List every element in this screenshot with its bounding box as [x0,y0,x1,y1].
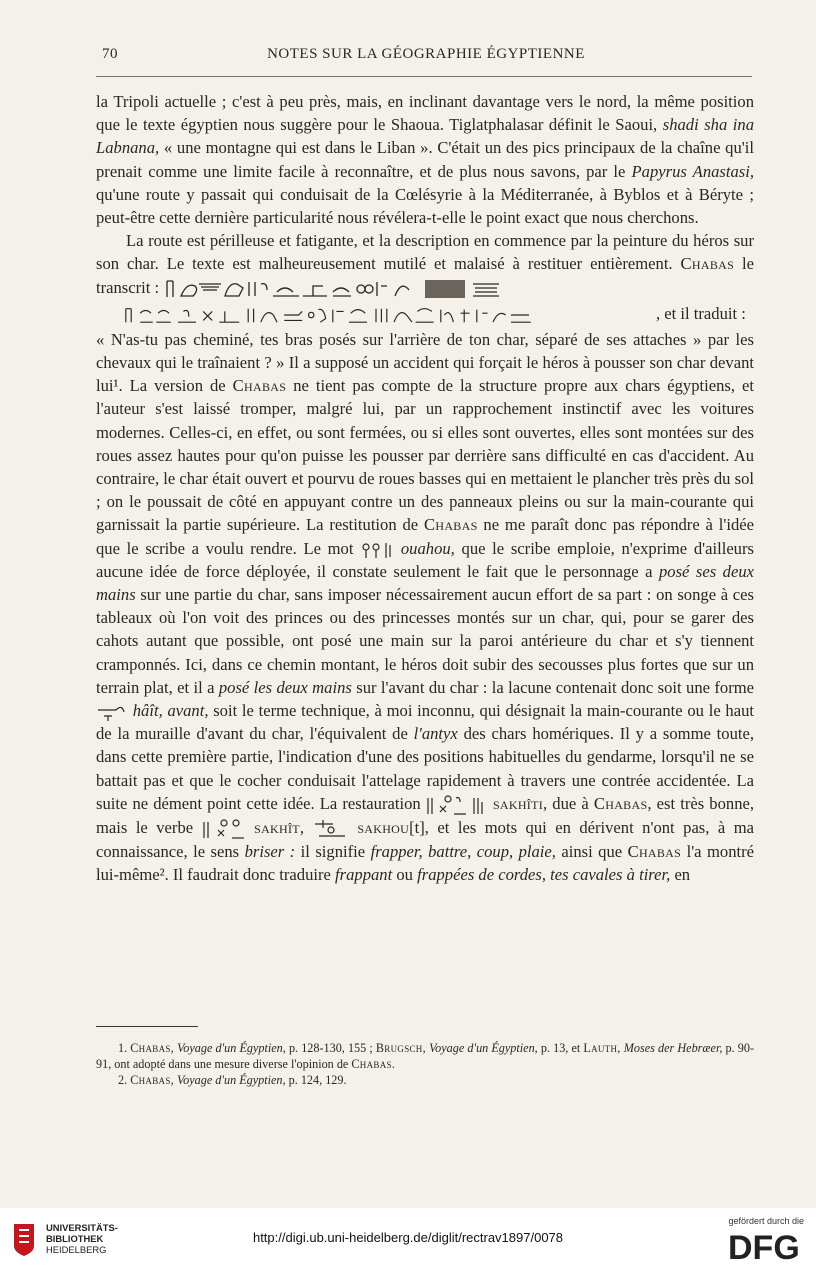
footnote-rule [96,1026,198,1027]
footnote-1: 1. Chabas, Voyage d'un Égyptien, p. 128-130, 155 ; Brugsch, Voyage d'un Égyptien, p. 13, et Lauth, Moses der Hebræer, p. 90-91, ont adopté dans une mesure diverse l'opinion de Chabas. [96,1041,754,1071]
hieroglyph-transcription-1 [163,278,523,300]
university-name: UNIVERSITÄTS- BIBLIOTHEK HEIDELBERG [46,1222,118,1255]
dfg-logo-icon [726,1230,804,1262]
footer-bar [0,1208,816,1268]
footnotes [96,1040,754,1088]
hieroglyph-line: , et il traduit : [96,302,754,326]
header-rule [96,76,752,77]
body-text [96,90,754,887]
paragraph-1: la Tripoli actuelle ; c'est à peu près, mais, en inclinant davantage vers le nord, la même position que le texte égyptien nous suggère pour le Shaoua. Tiglatphalasar définit le Saoui, shadi sha ina Labnana, « une montagne qui est dans le Liban ». C'était un des pics principaux de la chaîne qu'il prenait comme une limite facile à reconnaître, et de plus nous savons, par le Papyrus Anastasi, qu'une route y passait qui conduisait de la Cœlésyrie à la Méditerranée, à Byblos et à Béryte ; peut-être cette dernière particularité nous révélera-t-elle le point exact que nous cherchons. [96,92,754,228]
paragraph-2: La route est périlleuse et fatigante, et la description en commence par la peinture du héros sur son char. Le texte est malheureusement mutilé et malaisé à restituer entièrement. Chabas le transcrit : [96,229,754,300]
running-header [96,46,756,68]
hieroglyph-hait [96,702,128,722]
source-url-link[interactable]: http://digi.ub.uni-heidelberg.de/diglit/rectrav1897/0078 [252,1230,564,1245]
hieroglyph-sakhiti [426,794,488,816]
hieroglyph-ouahou [360,541,394,559]
svg-text:DFG: DFG [728,1230,800,1262]
funding-note: gefördert durch die [728,1216,804,1226]
footnote-2: 2. Chabas, Voyage d'un Égyptien, p. 124, 129. [118,1073,347,1087]
page-number: 70 [102,46,118,62]
hieroglyph-sakhou [313,818,349,840]
hieroglyph-transcription-2 [96,306,656,324]
paragraph-2-continued: « N'as-tu pas cheminé, tes bras posés sur l'arrière de ton char, séparé de ses attaches » par les chevaux qui le traînaient ? » Il a supposé un accident qui forçait le héros à pousser son char devant lui¹. La version de Chabas ne tient pas compte de la structure propre aux chars égyptiens, et l'auteur s'est laissé tromper, malgré lui, par un rapprochement instinctif avec les voitures modernes. Celles-ci, en effet, ou sont fermées, ou si elles sont ouvertes, elles sont montées sur des roues assez hautes pour qu'on puisse les pousser par derrière sans difficulté en cas d'accident. Au contraire, le char était ouvert et pourvu de roues basses qui en mettaient le plancher très près du sol ; on le poussait de côté en appuyant contre un des panneaux pleins ou sur la main-courante qui garnissait la partie supérieure. La restitution de Chabas ne me paraît donc pas répondre à l'idée que le scribe a voulu rendre. Le mot ouahou, que le scribe emploie, n'exprime d'ailleurs aucune idée de force déployée, il constate seulement le fait que le personnage a posé ses deux mains sur une partie du char, sans imposer nécessairement aucun effort de sa part : on songe à ces tableaux où l'on voit des princes ou des princesses montés sur un char, qui, pour se garer des cahots autant que possible, ont posé une main sur la paroi antérieure du char et s'y tiennent cramponnés. Ici, dans ce chemin montant, le héros doit subir des secousses plus fortes que sur un terrain plat, et il a posé les deux mains sur l'avant du char : la lacune contenait donc soit une forme hâît, avant, soit le terme technique, à moi inconnu, qui désignait la main-courante ou le haut de la muraille d'avant du char, l'équivalent de l'antyx des chars homériques. Il y a somme toute, dans cette première partie, l'indication d'une des positions habituelles du gendarme, lorsqu'il ne se battait pas et que le cocher conduisait l'attelage rapidement à travers une contrée accidentée. La suite ne dément point cette idée. La restauration sakhîti, due à Chabas, est très bonne, mais le verbe sakhît, sakhou[t], et les mots qui en dérivent n'ont pas, à ma connaissance, le sens briser : il signifie frapper, battre, coup, plaie, ainsi que Chabas l'a montré lui-même². Il faudrait donc traduire frappant ou frappées de cordes, tes cavales à tirer, en [96,329,755,885]
page-title: NOTES SUR LA GÉOGRAPHIE ÉGYPTIENNE [267,46,585,62]
hieroglyph-verbe [202,818,246,840]
